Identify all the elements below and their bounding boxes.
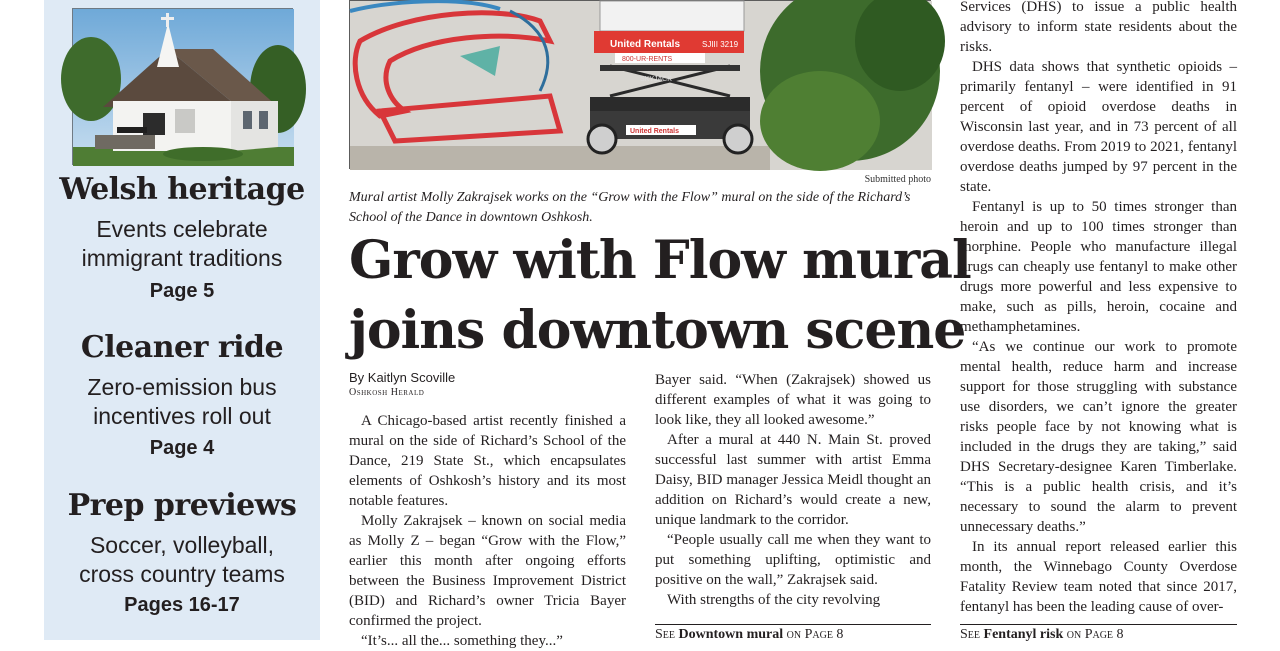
lift-brand-lower-text: United Rentals — [630, 128, 680, 135]
promo-page-prep-previews[interactable]: Pages 16-17 — [124, 594, 240, 616]
promo-subtitle-cleaner-ride — [44, 373, 320, 431]
church-photo[interactable] — [72, 8, 293, 165]
paragraph: “It’s... all the... something they...” — [361, 633, 563, 649]
jump-suffix: on Page 8 — [786, 627, 844, 642]
photo-credit: Submitted photo — [864, 174, 931, 185]
subtitle-line: Zero-emission bus — [87, 374, 277, 400]
paragraph: DHS data shows that synthetic opioids – primarily fentanyl – were identified in 91 percent of opioid overdose deaths in Wisconsin last year, and in 73 percent of all overdose deaths. From 2019 to 2021, fentanyl overdose deaths jumped by 97 percent in the state. — [960, 59, 1237, 195]
promo-title-welsh[interactable]: Welsh heritage — [59, 172, 305, 207]
promo-sidebar — [44, 0, 320, 640]
church-illustration — [73, 9, 294, 166]
article-headline[interactable] — [349, 226, 971, 366]
jump-bold: Downtown mural — [678, 627, 784, 642]
article-column-2 — [655, 370, 931, 610]
promo-title-prep-previews[interactable]: Prep previews — [67, 488, 297, 523]
paragraph: Molly Zakrajsek – known on social media as Molly Z – began “Grow with the Flow,” earlier this month after ongoing efforts between the Business Improvement District (BID) and Richard’s owner Tricia Bayer confirmed the project. — [349, 513, 626, 629]
promo-title-cleaner-ride[interactable]: Cleaner ride — [80, 330, 284, 365]
promo-subtitle-welsh — [44, 215, 320, 273]
subtitle-line: Events celebrate — [96, 216, 268, 242]
jump-link-downtown-mural[interactable] — [655, 624, 931, 644]
promo-page-cleaner-ride[interactable]: Page 4 — [149, 437, 215, 459]
promo-subtitle-prep-previews — [44, 531, 320, 589]
paragraph: With strengths of the city revolving — [667, 592, 881, 608]
paragraph: A Chicago-based artist recently finished a mural on the side of Richard’s School of the Dance, 219 State St., which encapsulates elements of Oshkosh’s history and its most notable features. — [349, 413, 626, 509]
paragraph: Services (DHS) to issue a public health advisory to inform state residents about the risks. — [960, 0, 1237, 55]
lift-model-text: SKYJACK — [640, 76, 672, 83]
subtitle-line: cross country teams — [79, 561, 285, 587]
byline-organization: Oshkosh Herald — [349, 387, 425, 398]
jump-bold: Fentanyl risk — [983, 627, 1064, 642]
paragraph: Bayer said. “When (Zakrajsek) showed us different examples of what it was going to look like, they all looked awesome.” — [655, 372, 931, 428]
subtitle-line: Soccer, volleyball, — [89, 532, 275, 558]
paragraph: In its annual report released earlier this month, the Winnebago County Overdose Fatality Review team noted that since 2017, fentanyl has been the leading cause of over- — [960, 539, 1237, 615]
jump-prefix: See — [655, 627, 676, 642]
lift-brand-text: United Rentals — [610, 39, 681, 50]
jump-link-fentanyl-risk[interactable] — [960, 624, 1237, 644]
headline-line: Grow with Flow mural — [349, 230, 971, 291]
paragraph: Fentanyl is up to 50 times stronger than heroin and up to 100 times stronger than morphine. People who manufacture illegal drugs can cheaply use fentanyl to make other drugs more powerful and less expensive to make, such as pills, heroin, cocaine and methamphetamines. — [960, 199, 1237, 335]
subtitle-line: immigrant traditions — [81, 245, 283, 271]
paragraph: “People usually call me when they want to put something uplifting, optimistic and positive on the wall,” Zakrajsek said. — [655, 532, 931, 588]
promo-page-welsh[interactable]: Page 5 — [149, 280, 215, 302]
article-column-3 — [960, 0, 1237, 617]
paragraph: “As we continue our work to promote mental health, reduce harm and increase support for those struggling with substance use disorders, we can’t ignore the greater risks people face by not knowing what is included in the drugs they are taking,” said DHS Secretary-designee Karen Timberlake. “This is a public health crisis, and it’s necessary to sound the alarm to prevent unnecessary deaths.” — [960, 339, 1237, 535]
lift-phone-text: 800-UR-RENTS — [622, 56, 673, 63]
lift-id-text: SJIII 3219 — [702, 40, 739, 49]
paragraph: After a mural at 440 N. Main St. proved successful last summer with artist Emma Daisy, BID manager Jessica Meidl thought an addition on Richard’s would create a new, unique landmark to the corridor. — [655, 432, 931, 528]
mural-scene — [350, 1, 932, 170]
headline-line: joins downtown scene — [349, 300, 966, 361]
article-column-1 — [349, 411, 626, 651]
mural-photo[interactable] — [349, 0, 931, 169]
jump-suffix: on Page 8 — [1066, 627, 1124, 642]
photo-caption: Mural artist Molly Zakrajsek works on the “Grow with the Flow” mural on the side of the Richard’s School of the Dance in downtown Oshkosh. — [349, 190, 911, 225]
byline: By Kaitlyn Scoville — [349, 370, 456, 385]
jump-prefix: See — [960, 627, 981, 642]
subtitle-line: incentives roll out — [93, 403, 271, 429]
